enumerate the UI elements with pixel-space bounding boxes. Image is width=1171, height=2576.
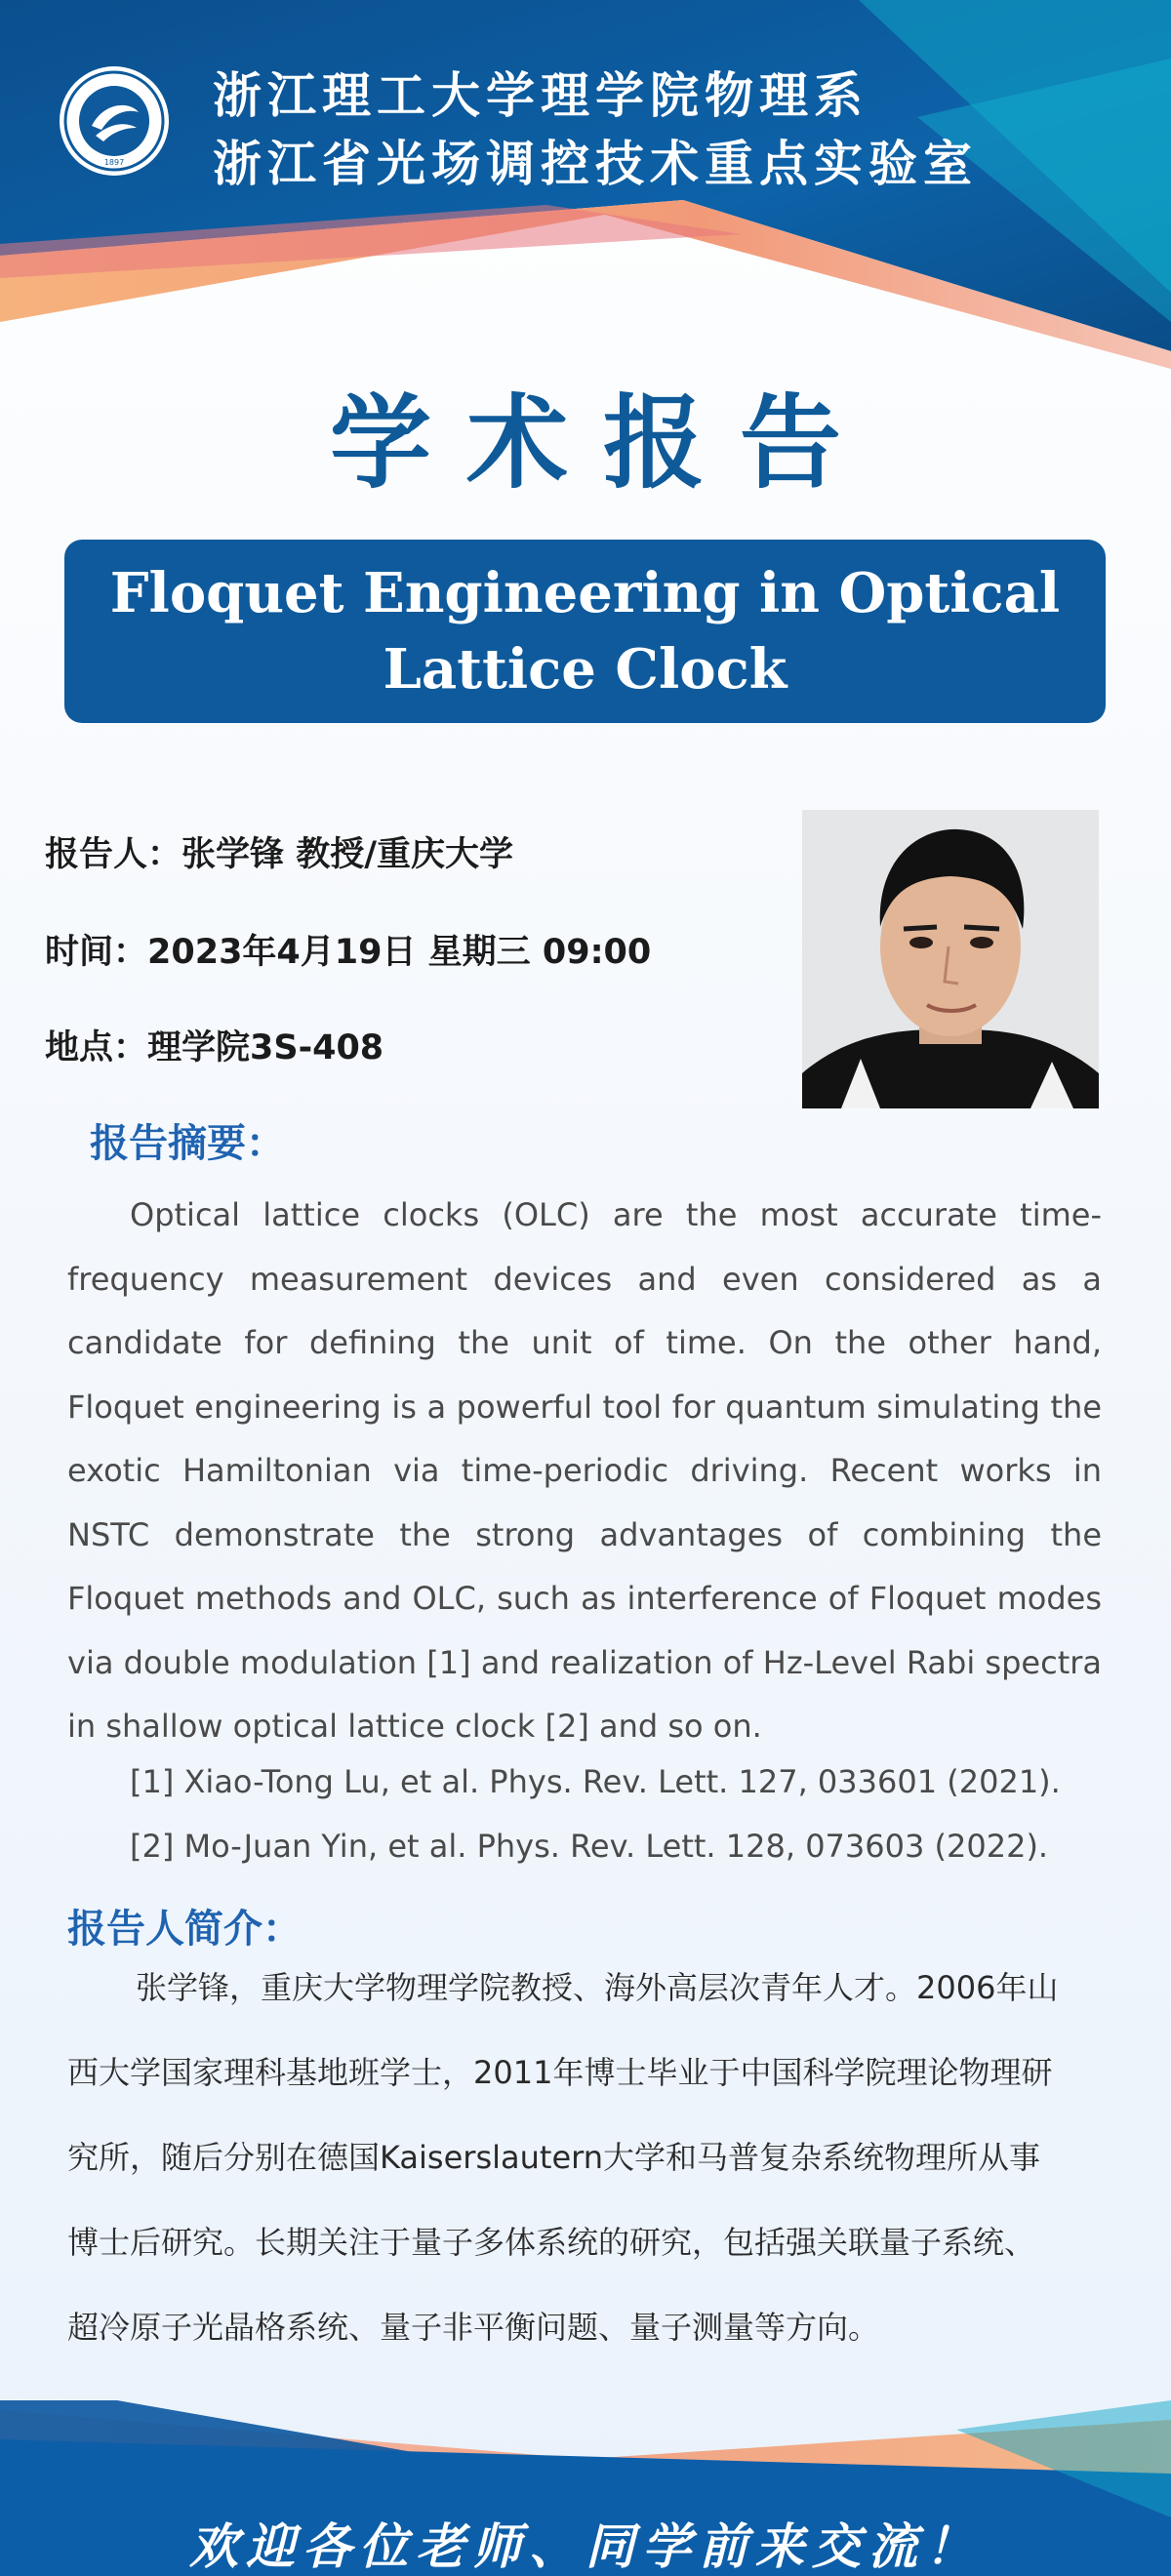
reference-2: [2] Mo-Juan Yin, et al. Phys. Rev. Lett. 128, 073603 (2022).	[130, 1828, 1049, 1865]
speaker-photo	[802, 810, 1099, 1108]
abstract-body: Optical lattice clocks (OLC) are the most accurate time-frequency measurement devices and even considered as a candidate for defining the unit of time. On the other hand, Floquet engineering is a powerful tool for quantum simulating the exotic Hamiltonian via time-periodic driving. Recent works in NSTC demonstrate the strong advantages of combining the Floquet methods and OLC, such as interference of Floquet modes via double modulation [1] and realization of Hz-Level Rabi spectra in shallow optical lattice clock [2] and so on.	[67, 1196, 1102, 1745]
bio-line: 究所，随后分别在德国Kaiserslautern大学和马普复杂系统物理所从事	[67, 2139, 1041, 2176]
logo-year: 1897	[103, 158, 125, 167]
reference-1: [1] Xiao-Tong Lu, et al. Phys. Rev. Lett. 127, 033601 (2021).	[130, 1763, 1061, 1800]
bio-line: 超冷原子光晶格系统、量子非平衡问题、量子测量等方向。	[67, 2309, 880, 2346]
speaker-label: 报告人：	[45, 835, 182, 874]
place-info	[45, 1021, 384, 1069]
bio-line: 西大学国家理科基地班学士，2011年博士毕业于中国科学院理论物理研	[67, 2054, 1053, 2091]
bio-line: 博士后研究。长期关注于量子多体系统的研究，包括强关联量子系统、	[67, 2224, 1036, 2261]
time-label: 时间：	[45, 933, 148, 972]
time-info	[45, 925, 651, 974]
bio-body	[67, 1959, 1102, 2384]
speaker-info	[45, 827, 513, 876]
talk-title: Floquet Engineering in Optical Lattice Clock	[109, 561, 1061, 702]
speaker-value: 张学锋 教授/重庆大学	[182, 835, 513, 874]
org-line-department: 浙江理工大学理学院物理系	[213, 67, 868, 124]
talk-title-box	[64, 540, 1106, 723]
abstract-heading: 报告摘要：	[90, 1121, 285, 1166]
university-logo	[57, 63, 172, 179]
welcome-footer: 欢迎各位老师、同学前来交流！	[189, 2517, 982, 2575]
bio-heading: 报告人简介：	[67, 1907, 302, 1952]
place-value: 理学院3S-408	[147, 1028, 384, 1067]
time-value: 2023年4月19日 星期三 09:00	[147, 933, 652, 972]
place-label: 地点：	[45, 1028, 148, 1067]
org-line-laboratory: 浙江省光场调控技术重点实验室	[213, 136, 978, 192]
bio-line: 张学锋，重庆大学物理学院教授、海外高层次青年人才。2006年山	[136, 1969, 1059, 2006]
poster-title: 学术报告	[329, 382, 876, 503]
